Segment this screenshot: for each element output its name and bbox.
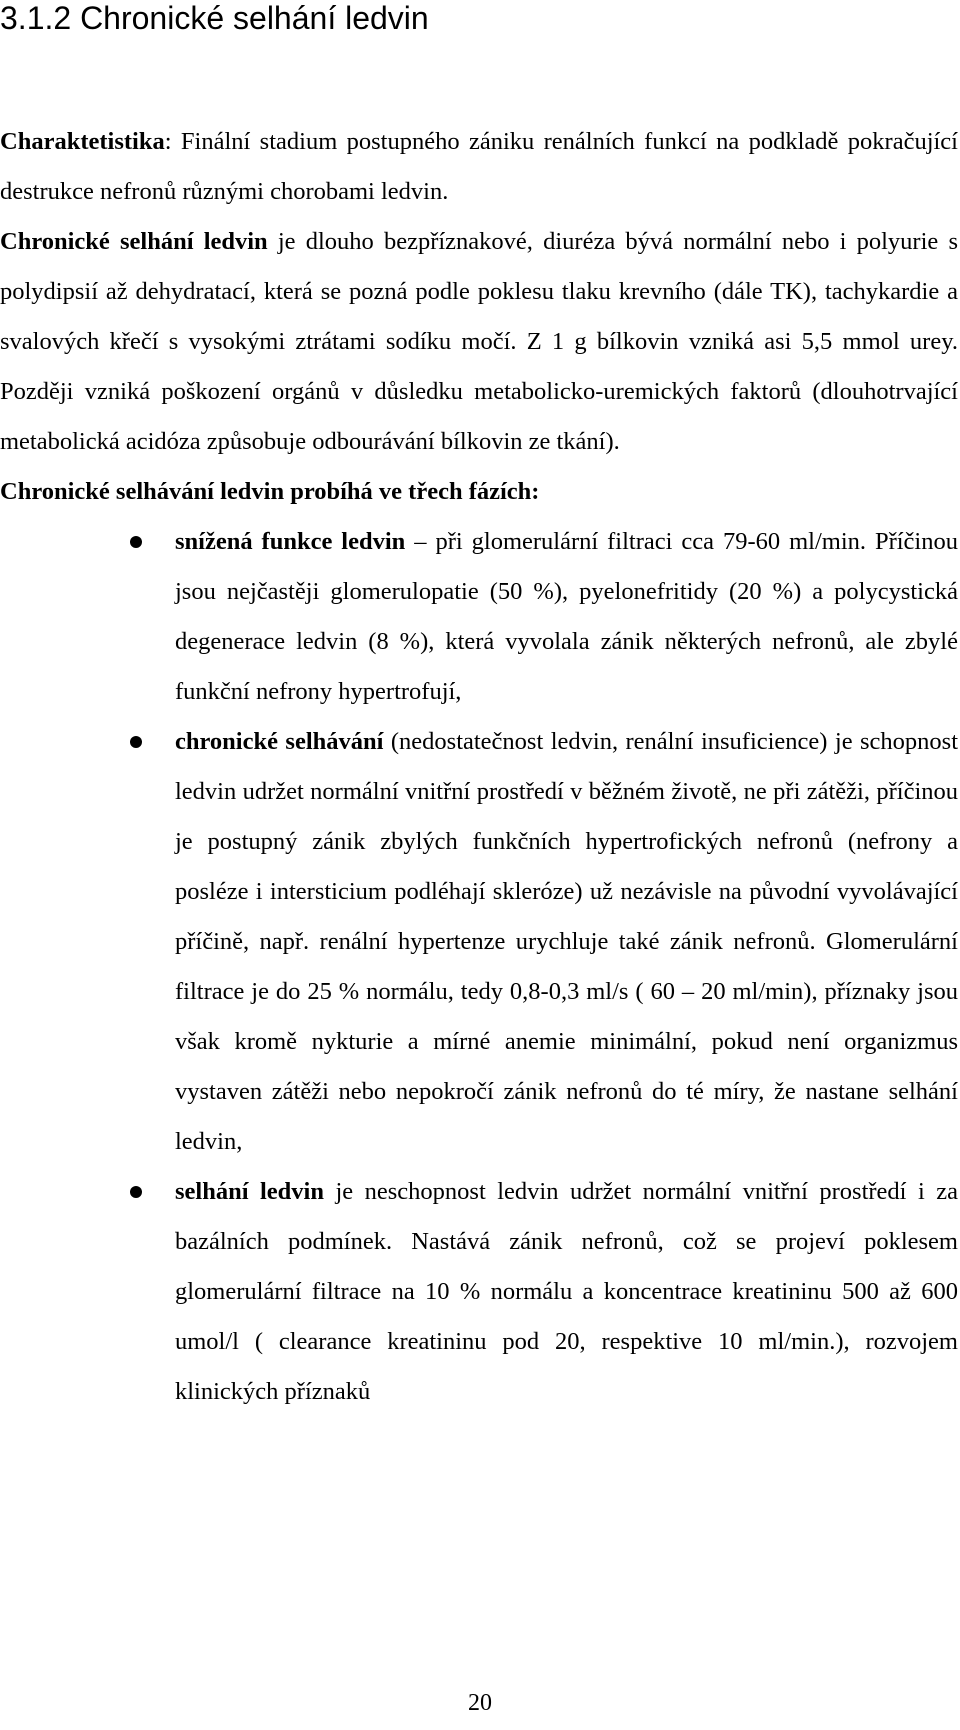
characteristic-text: : Finální stadium postupného zániku renálních funkcí na podkladě pokračující destrukce nefronů různými chorobami ledvin. <box>0 128 958 205</box>
phase-term: chronické selhávání <box>175 728 384 755</box>
phases-list <box>0 517 958 1417</box>
chronic-failure-text: je dlouho bezpříznakové, diuréza bývá normální nebo i polyurie s polydipsií až dehydratací, která se pozná podle poklesu tlaku krevního (dále TK), tachykardie a svalových křečí s vysokými ztrátami sodíku močí. Z 1 g bílkovin vzniká asi 5,5 mmol urey. Později vzniká poškození orgánů v důsledku metabolicko-uremických faktorů (dlouhotrvající metabolická acidóza způsobuje odbourávání bílkovin ze tkání). <box>0 228 958 455</box>
phase-term: snížená funkce ledvin <box>175 528 406 555</box>
phase-text: – při glomerulární filtraci cca 79-60 ml/min. Příčinou jsou nejčastěji glomerulopatie (50 %), pyelonefritidy (20 %) a polycystická degenerace ledvin (8 %), která vyvolala zánik některých nefronů, ale zbylé funkční nefrony hypertrofují, <box>175 528 958 705</box>
bullet-icon <box>130 717 142 767</box>
bullet-icon <box>130 1167 142 1217</box>
list-item-chronic-failing <box>0 717 958 1167</box>
characteristic-label: Charaktetistika <box>0 128 165 155</box>
chronic-failure-paragraph <box>0 217 958 467</box>
bullet-icon <box>130 517 142 567</box>
phase-term: selhání ledvin <box>175 1178 324 1205</box>
characteristic-paragraph <box>0 117 958 217</box>
page-number: 20 <box>468 1690 492 1716</box>
phase-text: je neschopnost ledvin udržet normální vnitřní prostředí i za bazálních podmínek. Nastává zánik nefronů, což se projeví poklesem glomerulární filtrace na 10 % normálu a koncentrace kreatininu 500 až 600 umol/l ( clearance kreatininu pod 20, respektive 10 ml/min.), rozvojem klinických příznaků <box>175 1178 959 1405</box>
body-text <box>0 117 958 1417</box>
list-item-kidney-failure <box>0 1167 958 1417</box>
chronic-failure-lead: Chronické selhání ledvin <box>0 228 268 255</box>
list-item-reduced-function <box>0 517 958 717</box>
phases-heading: Chronické selhávání ledvin probíhá ve třech fázích: <box>0 478 540 505</box>
phase-text: (nedostatečnost ledvin, renální insuficience) je schopnost ledvin udržet normální vnitřní prostředí v běžném životě, ne při zátěži, příčinou je postupný zánik zbylých funkčních hypertrofických nefronů (nefrony a posléze i intersticium podléhají skleróze) už nezávisle na původní vyvolávající příčině, např. renální hypertenze urychluje také zánik nefronů. Glomerulární filtrace je do 25 % normálu, tedy 0,8-0,3 ml/s ( 60 – 20 ml/min), příznaky jsou však kromě nykturie a mírné anemie minimální, pokud není organizmus vystaven zátěži nebo nepokročí zánik nefronů do té míry, že nastane selhání ledvin, <box>175 728 959 1155</box>
section-heading: 3.1.2 Chronické selhání ledvin <box>0 0 429 36</box>
